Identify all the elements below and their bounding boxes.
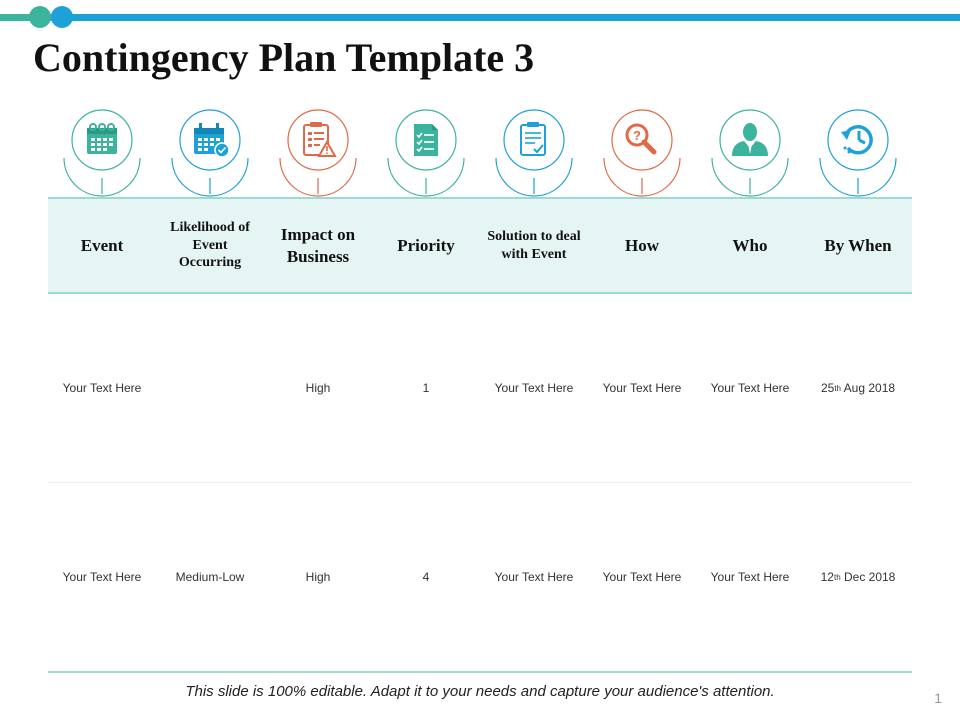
date-rest: Aug 2018	[840, 381, 896, 395]
cell-impact: High	[305, 381, 331, 395]
table-header-row	[48, 197, 912, 294]
footer-note: This slide is 100% editable. Adapt it to your needs and capture your audience's attention.	[185, 683, 775, 700]
clock-history-icon	[818, 108, 898, 200]
page-number: 1	[934, 690, 942, 706]
icon-cell-how	[588, 108, 696, 200]
header-who: Who	[732, 235, 768, 255]
cell-impact: High	[305, 570, 331, 584]
top-accent-line	[0, 14, 960, 21]
table-row	[48, 483, 912, 673]
cell-solution: Your Text Here	[494, 381, 574, 395]
header-how: How	[625, 235, 659, 255]
accent-dot-teal	[29, 6, 51, 28]
contingency-table	[48, 197, 912, 673]
cell-likelihood	[156, 294, 264, 482]
date-rest: Dec 2018	[840, 570, 896, 584]
icon-cell-by-when	[804, 108, 912, 200]
header-by-when: By When	[824, 235, 892, 255]
icon-cell-likelihood	[156, 108, 264, 200]
date-suffix: th	[834, 383, 841, 393]
date-day: 12	[820, 570, 834, 584]
cell-likelihood: Medium-Low	[175, 570, 245, 584]
cell-priority: 4	[422, 570, 430, 584]
cell-solution: Your Text Here	[494, 570, 574, 584]
date-day: 25	[820, 381, 835, 395]
header-event: Event	[80, 235, 124, 255]
header-solution: Solution to deal with Event	[487, 229, 581, 262]
header-priority: Priority	[397, 235, 455, 255]
icon-cell-impact	[264, 108, 372, 200]
header-likelihood: Likelihood of Event Occurring	[170, 220, 250, 271]
cell-who: Your Text Here	[710, 381, 790, 395]
icon-cell-solution	[480, 108, 588, 200]
icon-cell-event	[48, 108, 156, 200]
header-impact: Impact on Business	[280, 225, 356, 266]
cell-who: Your Text Here	[710, 570, 790, 584]
cell-priority: 1	[422, 381, 430, 395]
cell-event: Your Text Here	[62, 570, 142, 584]
checklist-icon	[386, 108, 466, 200]
person-icon	[710, 108, 790, 200]
table-row	[48, 294, 912, 483]
svg-text:?: ?	[633, 128, 641, 143]
cell-event: Your Text Here	[62, 381, 142, 395]
cell-by-when	[804, 483, 912, 671]
calendar-check-icon	[170, 108, 250, 200]
icon-row	[48, 108, 912, 200]
cell-by-when	[804, 294, 912, 482]
date-suffix: th	[833, 572, 841, 582]
page-title: Contingency Plan Template 3	[33, 35, 535, 80]
magnifier-question-icon	[602, 108, 682, 200]
cell-how: Your Text Here	[602, 381, 682, 395]
icon-cell-who	[696, 108, 804, 200]
clipboard-check-icon	[494, 108, 574, 200]
icon-cell-priority	[372, 108, 480, 200]
calendar-icon	[62, 108, 142, 200]
clipboard-warning-icon	[278, 108, 358, 200]
cell-how: Your Text Here	[602, 570, 682, 584]
accent-dot-blue	[51, 6, 73, 28]
